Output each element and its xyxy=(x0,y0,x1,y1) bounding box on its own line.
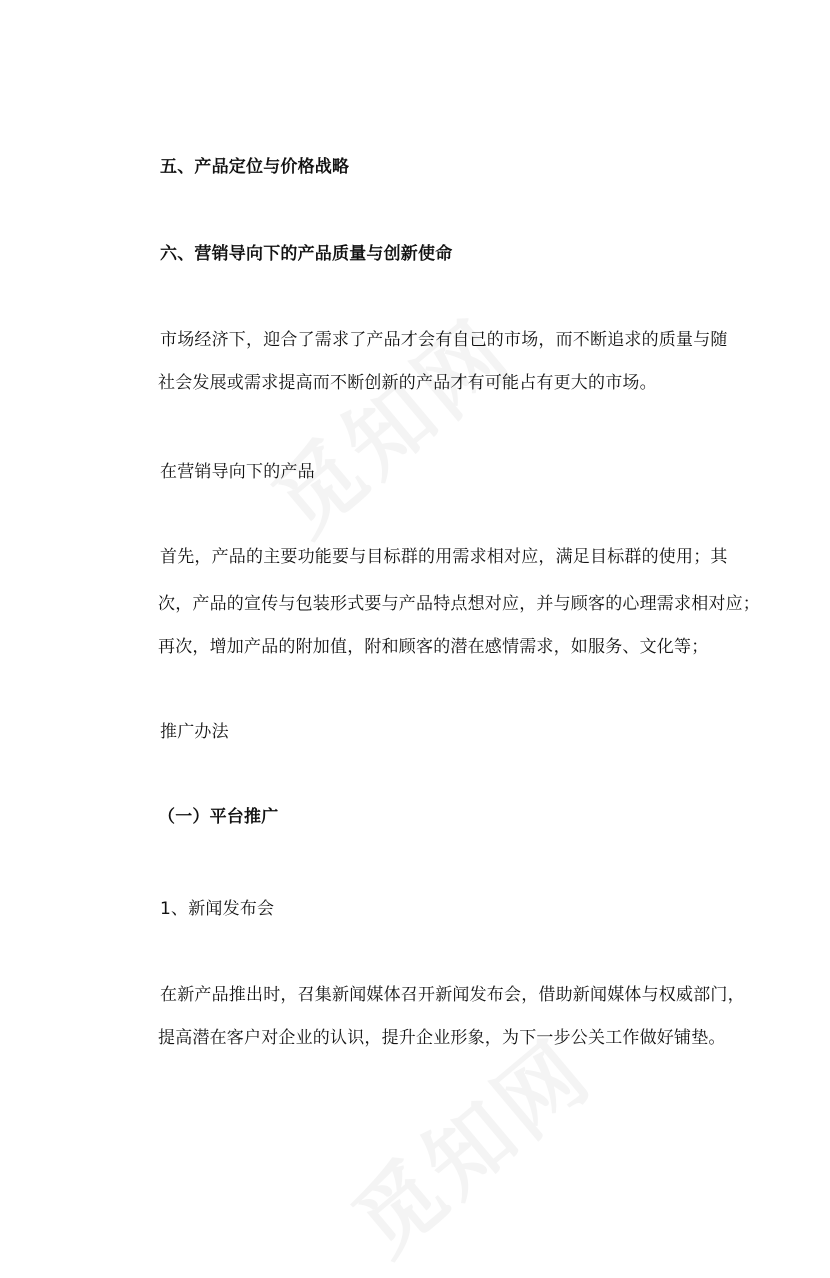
watermark-top xyxy=(242,286,533,558)
subtitle-promotion: 推广办法 xyxy=(160,722,229,742)
heading-section-5: 五、产品定位与价格战略 xyxy=(160,157,350,177)
paragraph-2-line-2: 次，产品的宣传与包装形式要与产品特点想对应，并与顾客的心理需求相对应； xyxy=(158,594,760,614)
paragraph-2-line-3: 再次，增加产品的附加值，附和顾客的潜在感情需求，如服务、文化等； xyxy=(158,637,709,657)
heading-section-6: 六、营销导向下的产品质量与创新使命 xyxy=(160,244,453,264)
item-press-conference: 1、新闻发布会 xyxy=(160,899,275,919)
paragraph-1-line-2: 社会发展或需求提高而不断创新的产品才有可能占有更大的市场。 xyxy=(158,373,657,393)
section-platform-promotion: （一）平台推广 xyxy=(158,807,279,827)
paragraph-3-line-1: 在新产品推出时，召集新闻媒体召开新闻发布会，借助新闻媒体与权威部门， xyxy=(160,985,745,1005)
subtitle-products: 在营销导向下的产品 xyxy=(160,462,315,482)
paragraph-3-line-2: 提高潜在客户对企业的认识，提升企业形象，为下一步公关工作做好铺垫。 xyxy=(158,1028,726,1048)
paragraph-2-line-1: 首先，产品的主要功能要与目标群的用需求相对应，满足目标群的使用；其 xyxy=(160,547,728,567)
paragraph-1-line-1: 市场经济下，迎合了需求了产品才会有自己的市场，而不断追求的质量与随 xyxy=(160,330,728,350)
